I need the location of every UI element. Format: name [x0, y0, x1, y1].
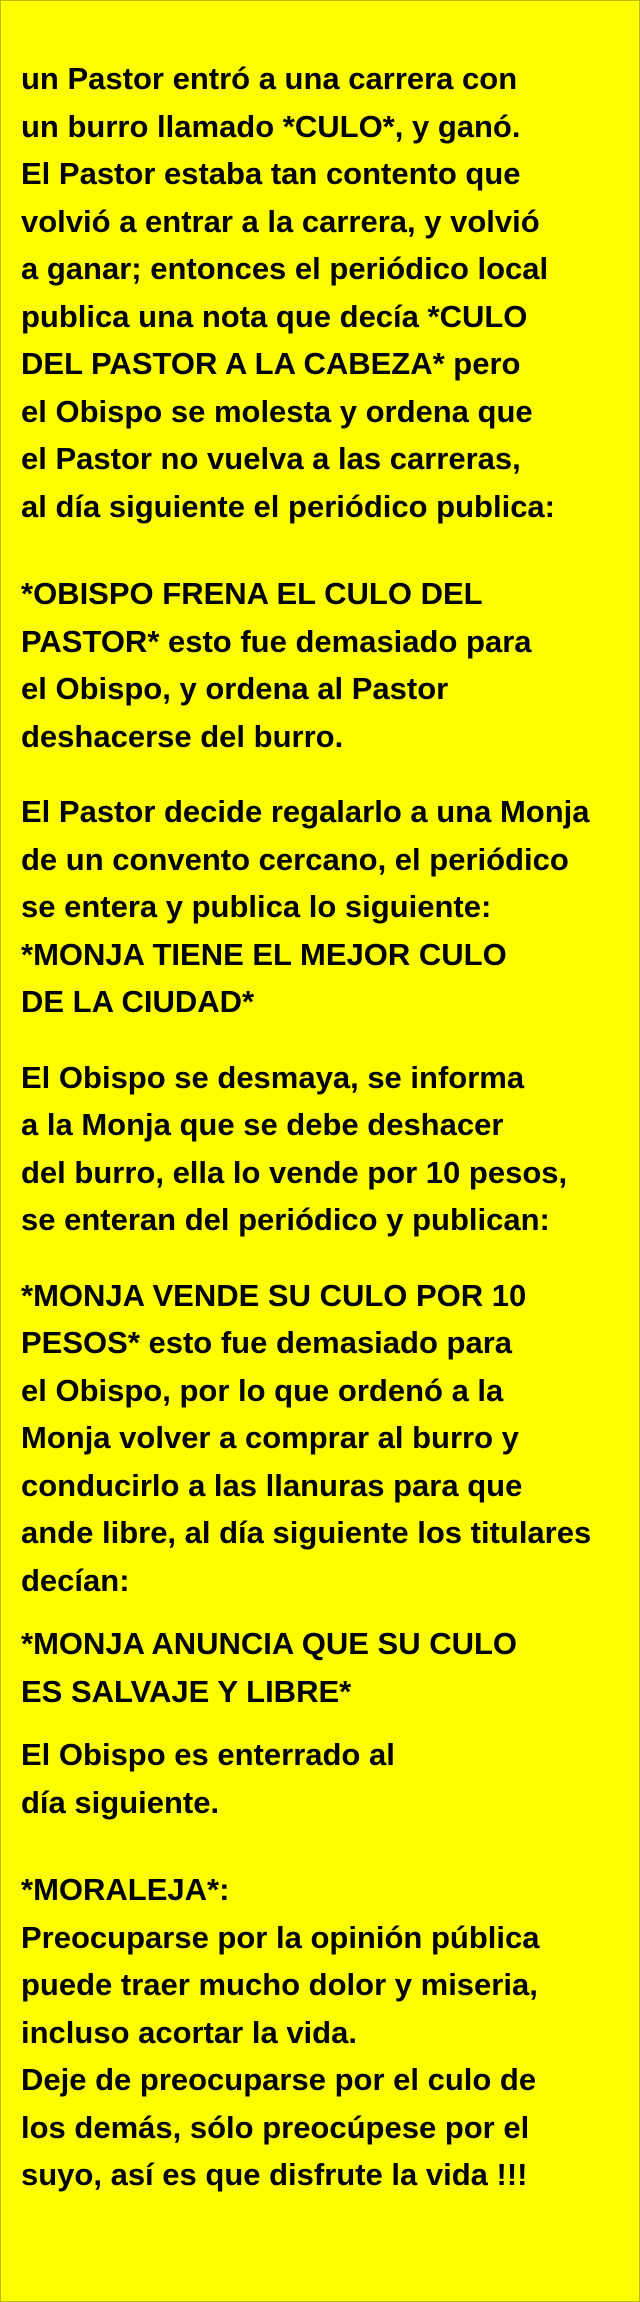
moral-line: los demás, sólo preocúpese por el: [21, 2109, 530, 2145]
story-line: un Pastor entró a una carrera con: [21, 61, 518, 96]
headline-line: *MONJA VENDE SU CULO POR 10: [21, 1277, 527, 1313]
story-line: un burro llamado *CULO*, y ganó.: [21, 108, 521, 144]
moral-line: puede traer mucho dolor y miseria,: [21, 1967, 538, 2002]
moral-heading: *MORALEJA*:: [21, 1872, 230, 1907]
story-line: El Obispo es enterrado al: [21, 1737, 395, 1772]
headline-line: DE LA CIUDAD*: [21, 984, 255, 1019]
story-line: conducirlo a las llanuras para que: [21, 1467, 523, 1503]
story-line: El Obispo se desmaya, se informa: [21, 1059, 525, 1095]
story-line: el Pastor no vuelva a las carreras,: [21, 441, 521, 476]
moral-line: Preocuparse por la opinión pública: [21, 1919, 540, 1955]
story-line: Monja volver a comprar al burro y: [21, 1420, 519, 1455]
story-line: DEL PASTOR A LA CABEZA* pero: [21, 346, 521, 381]
story-text: [21, 55, 636, 2199]
story-line: El Pastor estaba tan contento que: [21, 156, 521, 191]
story-line: a ganar; entonces el periódico local: [21, 251, 549, 286]
headline-line: *OBISPO FRENA EL CULO DEL: [21, 576, 483, 611]
story-line: el Obispo se molesta y ordena que: [21, 393, 533, 429]
story-line: el Obispo, por lo que ordenó a la: [21, 1372, 504, 1408]
story-line: a la Monja que se debe deshacer: [21, 1107, 504, 1142]
moral-line: Deje de preocuparse por el culo de: [21, 2062, 537, 2097]
story-line: publica una nota que decía *CULO: [21, 298, 528, 334]
story-line: de un convento cercano, el periódico: [21, 841, 569, 877]
headline-line: ES SALVAJE Y LIBRE*: [21, 1673, 352, 1709]
story-line: día siguiente.: [21, 1784, 220, 1820]
story-line: al día siguiente el periódico publica:: [21, 488, 555, 524]
story-line: se entera y publica lo siguiente:: [21, 889, 492, 924]
story-line: El Pastor decide regalarlo a una Monja: [21, 794, 590, 829]
story-line: decían:: [21, 1562, 130, 1598]
moral-line: incluso acortar la vida.: [21, 2014, 357, 2050]
story-line: deshacerse del burro.: [21, 718, 344, 754]
story-line: ande libre, al día siguiente los titulares: [21, 1515, 592, 1550]
headline-line: *MONJA ANUNCIA QUE SU CULO: [21, 1626, 518, 1661]
story-line: se enteran del periódico y publican:: [21, 1202, 550, 1237]
story-line: volvió a entrar a la carrera, y volvió: [21, 203, 540, 239]
moral-line: suyo, así es que disfrute la vida !!!: [21, 2157, 528, 2192]
story-line: PASTOR* esto fue demasiado para: [21, 623, 532, 659]
headline-line: *MONJA TIENE EL MEJOR CULO: [21, 936, 507, 972]
story-line: el Obispo, y ordena al Pastor: [21, 671, 449, 706]
story-line: PESOS* esto fue demasiado para: [21, 1325, 513, 1360]
story-line: del burro, ella lo vende por 10 pesos,: [21, 1154, 568, 1190]
